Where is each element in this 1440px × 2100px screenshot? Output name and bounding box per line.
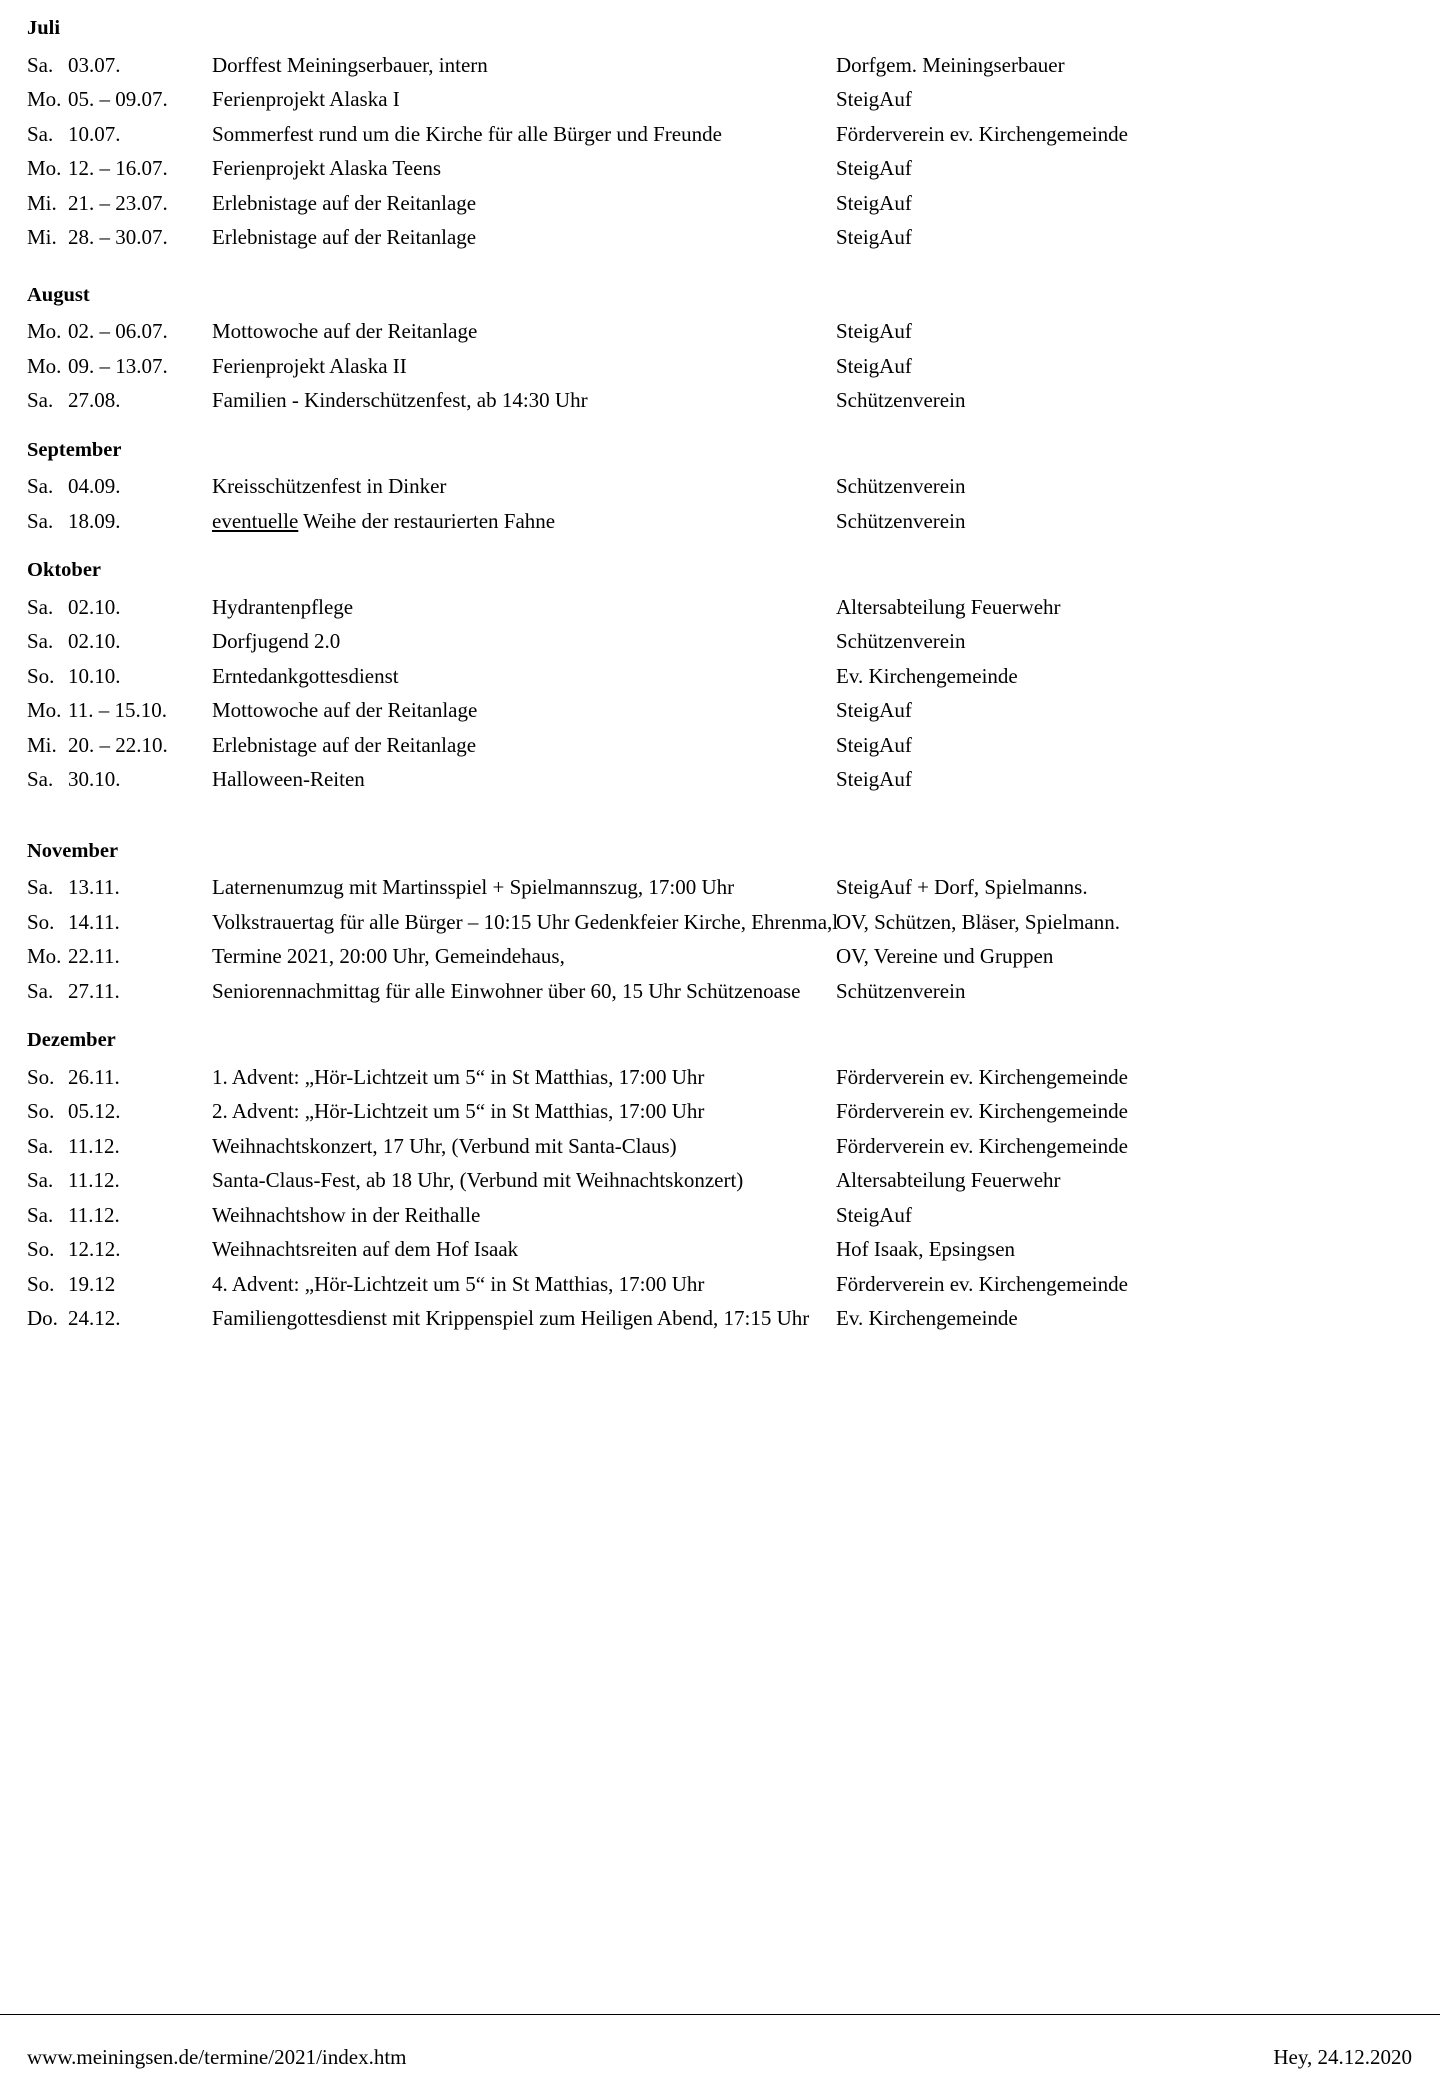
month-title: Dezember [27, 1029, 116, 1051]
month-title: November [27, 839, 119, 862]
event-description: Mottowoche auf der Reitanlage [212, 319, 478, 343]
event-description: Ferienprojekt Alaska Teens [212, 156, 442, 180]
event-row [27, 624, 1416, 659]
event-weekday: Sa. [27, 1168, 54, 1192]
events-calendar [0, 18, 1440, 1336]
event-date: 21. – 23.07. [68, 190, 168, 215]
event-row [27, 314, 1416, 349]
event-date: 11.12. [68, 1133, 120, 1158]
event-organizer: SteigAuf [836, 767, 912, 791]
event-weekday: So. [27, 663, 55, 688]
event-description: Familien - Kinderschützenfest, ab 14:30 Uhr [212, 388, 588, 412]
event-date: 03.07. [68, 52, 121, 77]
event-date: 19.12 [68, 1271, 116, 1296]
event-row [27, 220, 1416, 255]
event-row [27, 1094, 1416, 1129]
event-date: 26.11. [68, 1064, 120, 1089]
event-row [27, 1129, 1416, 1164]
event-weekday: Mo. [27, 87, 62, 111]
event-weekday: Mo. [27, 156, 62, 180]
event-row [27, 762, 1416, 797]
event-row [27, 1060, 1416, 1095]
event-weekday: Mi. [27, 225, 57, 249]
event-weekday: Mo. [27, 319, 62, 343]
event-row [27, 905, 1416, 940]
event-weekday: Do. [27, 1306, 58, 1330]
event-weekday: So. [27, 1237, 55, 1261]
event-description: Volkstrauertag für alle Bürger – 10:15 Uhr Gedenkfeier Kirche, Ehrenma,l [212, 909, 839, 934]
event-weekday: Sa. [27, 1133, 54, 1158]
event-weekday: Sa. [27, 629, 54, 653]
event-row [27, 1267, 1416, 1302]
event-organizer: Altersabteilung Feuerwehr [836, 594, 1061, 619]
event-description [212, 504, 836, 539]
month-block-august [27, 285, 1416, 418]
event-weekday: So. [27, 1099, 55, 1123]
event-weekday: Sa. [27, 121, 54, 146]
event-description: Erntedankgottesdienst [212, 663, 399, 688]
event-row [27, 151, 1416, 186]
spacer [27, 797, 1416, 841]
event-weekday: Mo. [27, 698, 62, 722]
event-organizer: OV, Vereine und Gruppen [836, 944, 1054, 968]
event-organizer: SteigAuf [836, 698, 912, 722]
event-date: 27.08. [68, 388, 121, 412]
event-row [27, 117, 1416, 152]
event-date: 02.10. [68, 629, 121, 653]
event-organizer: Förderverein ev. Kirchengemeinde [836, 1064, 1128, 1089]
footer-url: www.meiningsen.de/termine/2021/index.htm [27, 2045, 407, 2069]
event-description: Erlebnistage auf der Reitanlage [212, 190, 477, 215]
event-description: 1. Advent: „Hör-Lichtzeit um 5“ in St Matthias, 17:00 Uhr [212, 1064, 705, 1089]
event-description: Santa-Claus-Fest, ab 18 Uhr, (Verbund mit Weihnachtskonzert) [212, 1168, 744, 1192]
event-weekday: Mi. [27, 732, 57, 757]
event-row [27, 659, 1416, 694]
month-rows [27, 1060, 1416, 1336]
event-organizer: Altersabteilung Feuerwehr [836, 1168, 1061, 1192]
event-description: Ferienprojekt Alaska II [212, 353, 407, 378]
event-description: Hydrantenpflege [212, 594, 354, 619]
event-row [27, 48, 1416, 83]
event-date: 22.11. [68, 944, 120, 968]
event-date: 27.11. [68, 978, 120, 1003]
month-title: August [27, 283, 90, 306]
event-description: Erlebnistage auf der Reitanlage [212, 732, 477, 757]
event-organizer: Schützenverein [836, 629, 966, 653]
event-organizer: SteigAuf [836, 225, 912, 249]
event-organizer: Schützenverein [836, 508, 966, 533]
event-date: 02. – 06.07. [68, 319, 168, 343]
event-organizer: Ev. Kirchengemeinde [836, 663, 1018, 688]
event-date: 30.10. [68, 767, 121, 791]
event-row [27, 974, 1416, 1009]
event-weekday: Mo. [27, 944, 62, 968]
event-weekday: So. [27, 909, 55, 934]
event-description: Weihnachtsreiten auf dem Hof Isaak [212, 1237, 519, 1261]
event-date: 09. – 13.07. [68, 353, 168, 378]
event-row [27, 504, 1416, 539]
spacer [27, 418, 1416, 440]
footer-author-date: Hey, 24.12.2020 [1273, 2045, 1412, 2069]
event-row [27, 82, 1416, 117]
month-block-dezember [27, 1030, 1416, 1336]
event-row [27, 383, 1416, 418]
event-description: Ferienprojekt Alaska I [212, 87, 400, 111]
event-date: 10.07. [68, 121, 121, 146]
event-weekday: So. [27, 1064, 55, 1089]
event-description: Weihnachtskonzert, 17 Uhr, (Verbund mit Santa-Claus) [212, 1133, 677, 1158]
event-date: 12.12. [68, 1237, 121, 1261]
event-row [27, 728, 1416, 763]
event-row [27, 870, 1416, 905]
event-weekday: Sa. [27, 978, 54, 1003]
event-organizer: OV, Schützen, Bläser, Spielmann. [836, 909, 1120, 934]
event-date: 12. – 16.07. [68, 156, 168, 180]
event-organizer: Schützenverein [836, 474, 966, 498]
event-organizer: Ev. Kirchengemeinde [836, 1306, 1018, 1330]
event-row [27, 186, 1416, 221]
event-organizer: SteigAuf + Dorf, Spielmanns. [836, 875, 1088, 899]
event-weekday: Mo. [27, 353, 62, 378]
event-organizer: Förderverein ev. Kirchengemeinde [836, 1133, 1128, 1158]
event-description: Mottowoche auf der Reitanlage [212, 698, 478, 722]
month-rows [27, 469, 1416, 538]
event-description-rest: Weihe der restaurierten Fahne [298, 508, 556, 533]
event-weekday: So. [27, 1271, 55, 1296]
month-title: Juli [27, 17, 61, 39]
event-date: 13.11. [68, 875, 120, 899]
page-footer [0, 2014, 1440, 2100]
event-row [27, 1301, 1416, 1336]
event-date: 11.12. [68, 1202, 120, 1227]
event-weekday: Sa. [27, 875, 54, 899]
event-date: 05.12. [68, 1099, 121, 1123]
event-date: 24.12. [68, 1306, 121, 1330]
event-description: Familiengottesdienst mit Krippenspiel zum Heiligen Abend, 17:15 Uhr [212, 1306, 810, 1330]
event-date: 14.11. [68, 909, 120, 934]
event-row [27, 939, 1416, 974]
event-description: Dorfjugend 2.0 [212, 629, 341, 653]
month-rows [27, 870, 1416, 1008]
event-weekday: Sa. [27, 1202, 54, 1227]
month-block-oktober [27, 560, 1416, 797]
event-description: Laternenumzug mit Martinsspiel + Spielmannszug, 17:00 Uhr [212, 875, 735, 899]
event-description: Halloween-Reiten [212, 767, 365, 791]
event-organizer: Dorfgem. Meiningserbauer [836, 52, 1065, 77]
event-weekday: Sa. [27, 767, 54, 791]
month-title: September [27, 438, 122, 461]
event-row [27, 1198, 1416, 1233]
event-description: Erlebnistage auf der Reitanlage [212, 225, 477, 249]
event-description: 4. Advent: „Hör-Lichtzeit um 5“ in St Matthias, 17:00 Uhr [212, 1271, 705, 1296]
event-description: Seniorennachmittag für alle Einwohner über 60, 15 Uhr Schützenoase [212, 978, 801, 1003]
month-rows [27, 590, 1416, 797]
event-date: 11. – 15.10. [68, 698, 167, 722]
event-row [27, 590, 1416, 625]
event-organizer: Förderverein ev. Kirchengemeinde [836, 1271, 1128, 1296]
event-date: 10.10. [68, 663, 121, 688]
spacer [27, 538, 1416, 560]
event-weekday: Sa. [27, 52, 54, 77]
event-date: 20. – 22.10. [68, 732, 168, 757]
month-title: Oktober [27, 559, 102, 581]
event-organizer: SteigAuf [836, 353, 912, 378]
event-description: 2. Advent: „Hör-Lichtzeit um 5“ in St Matthias, 17:00 Uhr [212, 1099, 705, 1123]
event-date: 28. – 30.07. [68, 225, 168, 249]
month-rows [27, 314, 1416, 418]
event-organizer: Schützenverein [836, 388, 966, 412]
event-row [27, 1163, 1416, 1198]
event-description: Weihnachtshow in der Reithalle [212, 1202, 481, 1227]
event-date: 04.09. [68, 474, 121, 498]
event-date: 02.10. [68, 594, 121, 619]
event-date: 11.12. [68, 1168, 120, 1192]
event-row [27, 693, 1416, 728]
event-weekday: Sa. [27, 474, 54, 498]
event-date: 18.09. [68, 508, 121, 533]
event-row [27, 1232, 1416, 1267]
event-description: Sommerfest rund um die Kirche für alle Bürger und Freunde [212, 121, 722, 146]
event-organizer: SteigAuf [836, 319, 912, 343]
event-row [27, 469, 1416, 504]
event-description: Dorffest Meiningserbauer, intern [212, 52, 488, 77]
event-description: Termine 2021, 20:00 Uhr, Gemeindehaus, [212, 944, 565, 968]
event-organizer: SteigAuf [836, 156, 912, 180]
event-organizer: Förderverein ev. Kirchengemeinde [836, 1099, 1128, 1123]
event-weekday: Sa. [27, 388, 54, 412]
event-weekday: Mi. [27, 190, 57, 215]
event-weekday: Sa. [27, 594, 54, 619]
event-date: 05. – 09.07. [68, 87, 168, 111]
spacer [27, 255, 1416, 285]
month-rows [27, 48, 1416, 255]
event-row [27, 349, 1416, 384]
event-weekday: Sa. [27, 508, 54, 533]
event-organizer: SteigAuf [836, 190, 912, 215]
event-organizer: Förderverein ev. Kirchengemeinde [836, 121, 1128, 146]
event-description-underlined: eventuelle [212, 508, 299, 533]
event-description: Kreisschützenfest in Dinker [212, 474, 447, 498]
event-organizer: SteigAuf [836, 1202, 912, 1227]
month-block-juli [27, 18, 1416, 255]
event-organizer: SteigAuf [836, 87, 912, 111]
spacer [27, 1008, 1416, 1030]
event-organizer: Schützenverein [836, 978, 966, 1003]
month-block-september [27, 440, 1416, 539]
month-block-november [27, 841, 1416, 1009]
event-organizer: Hof Isaak, Epsingsen [836, 1237, 1016, 1261]
event-organizer: SteigAuf [836, 732, 912, 757]
